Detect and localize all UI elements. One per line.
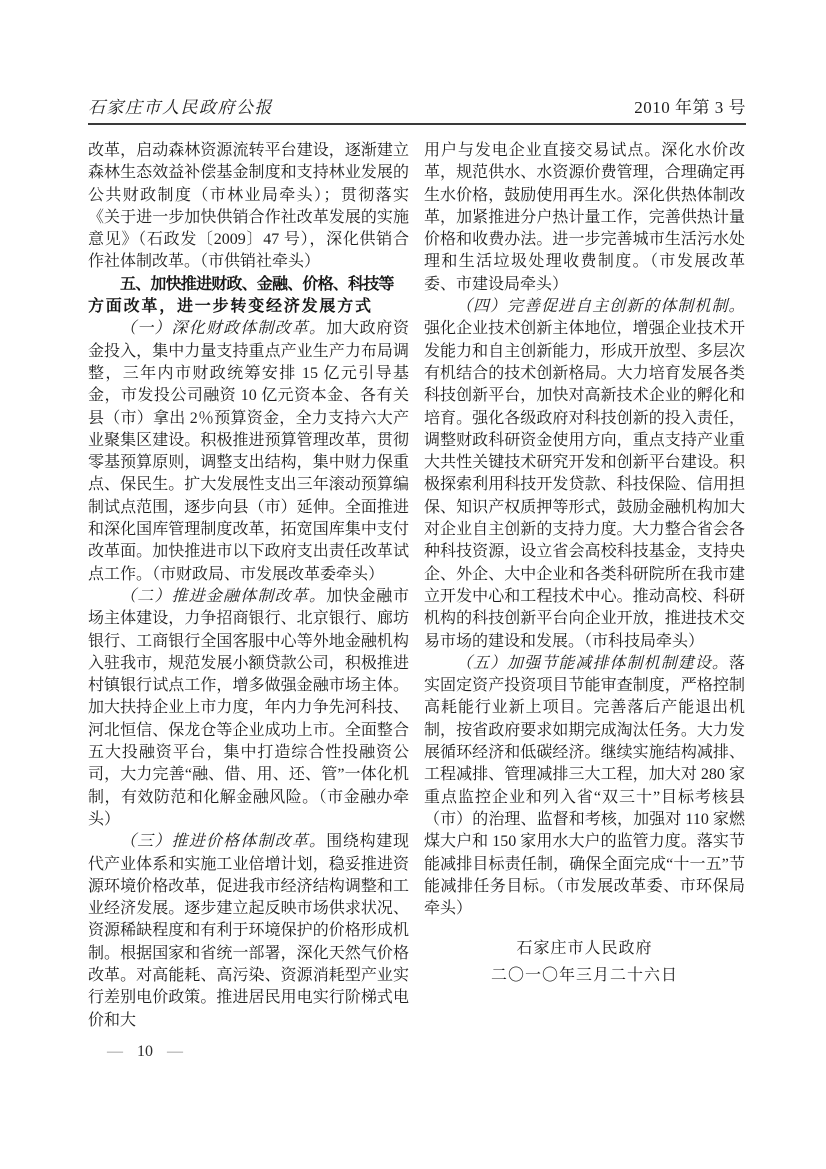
footer-dash-right: —: [167, 1043, 183, 1060]
item-5-lead: （五）加强节能减排体制机制建设。: [456, 654, 729, 672]
issue-number: 2010 年第 3 号: [634, 98, 746, 117]
left-column: [88, 140, 409, 1032]
item-paragraph-4: [424, 296, 745, 653]
page-number: 10: [137, 1043, 153, 1060]
page-footer: [107, 1043, 183, 1061]
item-2-lead: （二）推进金融体制改革。: [120, 587, 327, 605]
continuation-paragraph: 改革，启动森林资源流转平台建设，逐渐建立森林生态效益补偿基金制度和支持林业发展的公共财政制度（市林业局牵头）；贯彻落实《关于进一步加快供销合作社改革发展的实施意见》（石政发〔2009〕47 号），深化供销合作社体制改革。（市供销社牵头）: [88, 142, 409, 271]
item-paragraph-2: [88, 586, 409, 831]
item-1-text: 加大政府资金投入，集中力量支持重点产业生产力布局调整，三年内市财政统筹安排 15 亿元引导基金，市发投公司融资 10 亿元资本金、各有关县（市）拿出 2％预算资金，全力支持六大产业聚集区建设。积极推进预算管理改革，贯彻零基预算原则，调整支出结构，集中财力保重点、保民生。扩大发展性支出三年滚动预算编制试点范围，逐步向县（市）延伸。全面推进和深化国库管理制度改革，拓宽国库集中支付改革面。加快推进市以下政府支出责任改革试点工作。（市财政局、市发展改革委牵头）: [88, 320, 409, 583]
signature-block: [424, 935, 745, 989]
item-paragraph-5: [424, 653, 745, 921]
page-header: [88, 93, 746, 125]
footer-dash-left: —: [107, 1043, 123, 1060]
item-4-text: 强化企业技术创新主体地位，增强企业技术开发能力和自主创新能力，形成开放型、多层次有机结合的技术创新格局。大力培育发展各类科技创新平台，加快对高新技术企业的孵化和培育。强化各级政府对科技创新的投入责任，调整财政科研资金使用方向，重点支持产业重大共性关键技术研究开发和创新平台建设。积极探索利用科技开发贷款、科技保险、信用担保、知识产权质押等形式，鼓励金融机构加大对企业自主创新的支持力度。大力整合省会各种科技资源，设立省会高校科技基金，支持央企、外企、大中企业和各类科研院所在我市建立开发中心和工程技术中心。推动高校、科研机构的科技创新平台向企业开放，推进技术交易市场的建设和发展。（市科技局牵头）: [424, 320, 745, 650]
gazette-title: 石家庄市人民政府公报: [88, 98, 273, 117]
item-4-lead: （四）完善促进自主创新的体制机制。: [456, 298, 745, 316]
body-columns: [88, 140, 746, 1032]
right-column: [424, 140, 745, 1032]
item-5-text: 落实固定资产投资项目节能审查制度，严格控制高耗能行业新上项目。完善落后产能退出机制，按省政府要求如期完成淘汰任务。大力发展循环经济和低碳经济。继续实施结构减排、工程减排、管理减排三大工程，加大对 280 家重点监控企业和列入省“双三十”目标考核县（市）的治理、监督和考核，加强对 110 家燃煤大户和 150 家用水大户的监管力度。落实节能减排目标责任制，确保全面完成“十一五”节能减排任务目标。（市发展改革委、市环保局牵头）: [424, 654, 745, 918]
item-paragraph-3: [88, 831, 409, 1032]
item-1-lead: （一）深化财政体制改革。: [120, 320, 327, 338]
continuation-paragraph: 用户与发电企业直接交易试点。深化水价改革，规范供水、水资源价费管理，合理确定再生水价格，鼓励使用再生水。深化供热体制改革，加紧推进分户热计量工作，完善供热计量价格和收费办法。进一步完善城市生活污水处理和生活垃圾处理收费制度。（市发展改革委、市建设局牵头）: [424, 142, 745, 293]
section-heading-line1: 五、加快推进财政、金融、价格、科技等: [120, 275, 394, 293]
signature-issuer: 石家庄市人民政府: [516, 940, 653, 958]
item-paragraph-1: [88, 318, 409, 586]
section-heading: [88, 274, 409, 319]
item-2-text: 加快金融市场主体建设，力争招商银行、北京银行、廊坊银行、工商银行全国客服中心等外地金融机构入驻我市，规范发展小额贷款公司，积极推进村镇银行试点工作，增多做强金融市场主体。加大扶持企业上市力度，年内力争先河科技、河北恒信、保龙仓等企业成功上市。全面整合五大投融资平台，集中打造综合性投融资公司，大力完善“融、借、用、还、管”一体化机制，有效防范和化解金融风险。（市金融办牵头）: [88, 587, 409, 828]
item-3-lead: （三）推进价格体制改革。: [120, 833, 327, 851]
item-3-text: 围绕构建现代产业体系和实施工业倍增计划，稳妥推进资源环境价格改革，促进我市经济结构调整和工业经济发展。逐步建立起反映市场供求状况、资源稀缺程度和有利于环境保护的价格形成机制。根据国家和省统一部署，深化天然气价格改革。对高能耗、高污染、资源消耗型产业实行差别电价政策。推进居民用电实行阶梯式电价和大: [88, 833, 409, 1029]
signature-date: 二〇一〇年三月二十六日: [490, 967, 678, 985]
section-heading-line2: 方面改革，进一步转变经济发展方式: [88, 298, 373, 316]
